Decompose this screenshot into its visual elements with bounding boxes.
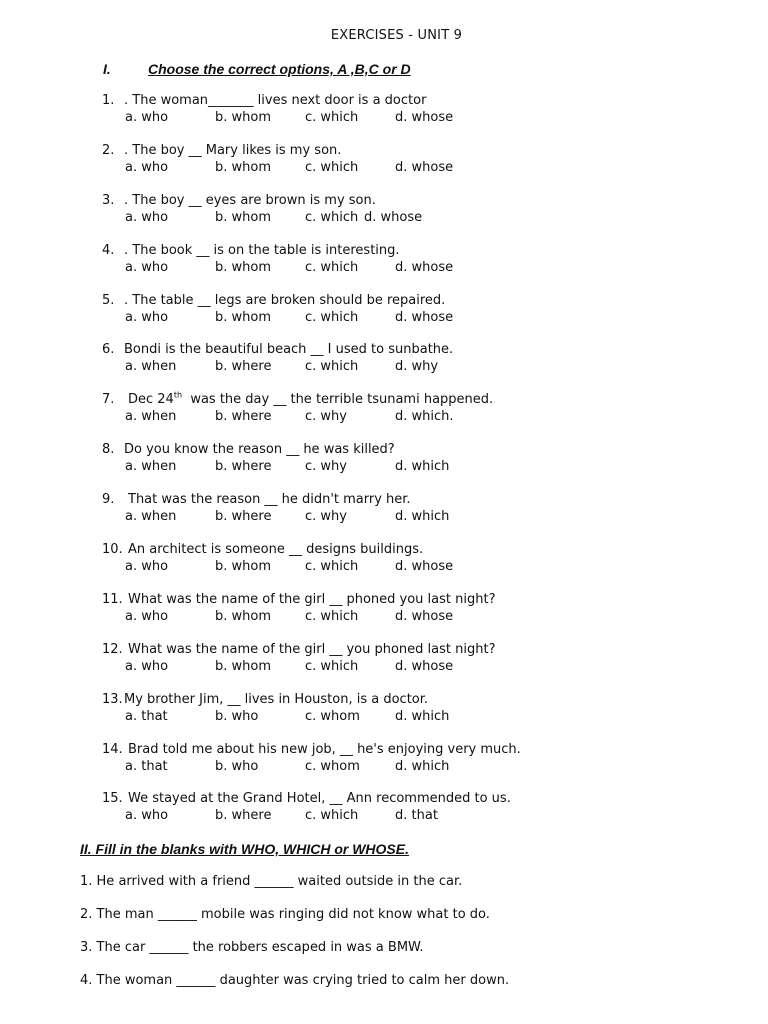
- question-number: 9.: [102, 492, 115, 508]
- option-d: d. which: [395, 459, 450, 475]
- question-text: . The boy __ Mary likes is my son.: [124, 142, 342, 158]
- option-c: c. whom: [305, 758, 360, 774]
- fill-in-item: 2. The man ______ mobile was ringing did not know what to do.: [80, 907, 490, 922]
- option-d: d. whose: [395, 159, 454, 175]
- question-text: . The boy __ eyes are brown is my son.: [124, 192, 376, 208]
- question-text-start: Dec 24: [128, 392, 174, 408]
- option-row: [0, 310, 768, 327]
- option-a: a. who: [125, 209, 169, 225]
- option-b: b. whom: [215, 309, 272, 325]
- option-c: c. which: [305, 608, 359, 624]
- option-row: [0, 509, 768, 526]
- question-text: Bondi is the beautiful beach __ I used to sunbathe.: [124, 342, 454, 358]
- question-number: 5.: [102, 292, 115, 308]
- option-b: b. whom: [215, 608, 272, 624]
- question-item: [0, 542, 768, 592]
- option-b: b. whom: [215, 658, 272, 674]
- question-text: Brad told me about his new job, __ he's enjoying very much.: [128, 741, 521, 757]
- question-item: [0, 392, 768, 442]
- option-a: a. who: [125, 309, 169, 325]
- option-d: d. why: [395, 359, 439, 375]
- question-number: 12.: [102, 641, 123, 657]
- option-row: [0, 459, 768, 476]
- question-text: An architect is someone __ designs buildings.: [128, 542, 424, 558]
- question-text: . The table __ legs are broken should be repaired.: [124, 292, 446, 308]
- fill-in-item: 4. The woman ______ daughter was crying tried to calm her down.: [80, 973, 510, 988]
- option-a: a. who: [125, 808, 169, 824]
- option-b: b. where: [215, 509, 272, 525]
- option-row: [0, 110, 768, 127]
- option-d: d. whose: [395, 608, 454, 624]
- option-c: c. which: [305, 359, 359, 375]
- option-d: d. which: [395, 758, 450, 774]
- option-b: b. where: [215, 459, 272, 475]
- option-row: [0, 709, 768, 726]
- question-item: [0, 742, 768, 792]
- option-c: c. which: [305, 559, 359, 575]
- option-c: c. why: [305, 459, 347, 475]
- option-a: a. that: [125, 758, 168, 774]
- fill-in-item: 1. He arrived with a friend ______ waited outside in the car.: [80, 874, 463, 889]
- question-number: 11.: [102, 591, 123, 607]
- fill-in-list: [80, 874, 509, 1006]
- question-number: 4.: [102, 242, 115, 258]
- option-c: c. which: [305, 209, 359, 225]
- ordinal-suffix: th: [173, 391, 183, 401]
- question-text: What was the name of the girl __ you phoned last night?: [128, 641, 496, 657]
- question-text: Do you know the reason __ he was killed?: [124, 442, 395, 458]
- option-b: b. whom: [215, 259, 272, 275]
- option-a: a. who: [125, 159, 169, 175]
- question-number: 10.: [102, 542, 123, 558]
- question-number: 2.: [102, 142, 115, 158]
- section-1-title: Choose the correct options, A ,B,C or D: [148, 61, 411, 77]
- section-2-heading: II. Fill in the blanks with WHO, WHICH or WHOSE.: [80, 841, 409, 857]
- question-item: [0, 243, 768, 293]
- question-text-end: was the day __ the terrible tsunami happened.: [182, 392, 494, 408]
- option-d: d. which: [395, 509, 450, 525]
- option-b: b. whom: [215, 159, 272, 175]
- option-d: d. whose: [395, 259, 454, 275]
- option-c: c. which: [305, 658, 359, 674]
- question-number: 1.: [102, 93, 115, 108]
- option-row: [0, 808, 768, 825]
- option-d: d. which.: [395, 409, 454, 425]
- option-row: [0, 359, 768, 376]
- option-a: a. that: [125, 708, 168, 724]
- question-item: [0, 342, 768, 392]
- option-b: b. who: [215, 758, 259, 774]
- option-c: c. which: [305, 259, 359, 275]
- question-item: [0, 492, 768, 542]
- option-c: c. which: [305, 309, 359, 325]
- option-b: b. where: [215, 808, 272, 824]
- option-c: c. which: [305, 110, 359, 125]
- question-item: [0, 93, 768, 143]
- option-a: a. who: [125, 259, 169, 275]
- question-item: [0, 293, 768, 343]
- option-c: c. which: [305, 159, 359, 175]
- question-text: My brother Jim, __ lives in Houston, is a doctor.: [124, 691, 429, 707]
- question-item: [0, 143, 768, 193]
- option-c: c. why: [305, 509, 347, 525]
- question-number: 14.: [102, 741, 123, 757]
- question-number: 15.: [102, 791, 123, 807]
- question-text: [128, 392, 493, 407]
- option-b: b. who: [215, 708, 259, 724]
- option-d: d. whose: [395, 309, 454, 325]
- question-item: [0, 642, 768, 692]
- option-a: a. when: [125, 409, 177, 425]
- question-text: We stayed at the Grand Hotel, __ Ann recommended to us.: [128, 791, 511, 807]
- option-row: [0, 609, 768, 626]
- question-list: [0, 93, 768, 841]
- question-number: 3.: [102, 192, 115, 208]
- question-item: [0, 692, 768, 742]
- option-d: d. which: [395, 708, 450, 724]
- option-row: [0, 260, 768, 277]
- question-number: 7.: [102, 392, 115, 408]
- option-row: [0, 210, 768, 227]
- option-a: a. who: [125, 658, 169, 674]
- question-text: That was the reason __ he didn't marry her.: [128, 492, 411, 508]
- question-item: [0, 791, 768, 841]
- option-a: a. when: [125, 359, 177, 375]
- question-item: [0, 193, 768, 243]
- option-b: b. where: [215, 409, 272, 425]
- option-row: [0, 659, 768, 676]
- question-text: . The woman_______ lives next door is a doctor: [124, 93, 427, 108]
- option-a: a. who: [125, 110, 169, 125]
- question-text: What was the name of the girl __ phoned you last night?: [128, 591, 496, 607]
- option-b: b. where: [215, 359, 272, 375]
- option-row: [0, 559, 768, 576]
- question-number: 8.: [102, 442, 115, 458]
- option-d: d. whose: [395, 658, 454, 674]
- option-a: a. when: [125, 459, 177, 475]
- fill-in-item: 3. The car ______ the robbers escaped in was a BMW.: [80, 940, 424, 955]
- option-row: [0, 409, 768, 426]
- question-number: 6.: [102, 342, 115, 358]
- option-b: b. whom: [215, 110, 272, 125]
- option-d: d. whose: [395, 559, 454, 575]
- question-text: . The book __ is on the table is interesting.: [124, 242, 400, 258]
- question-number: 13.: [102, 691, 123, 707]
- option-c: c. why: [305, 409, 347, 425]
- page-title: EXERCISES - UNIT 9: [330, 28, 463, 43]
- option-a: a. when: [125, 509, 177, 525]
- option-b: b. whom: [215, 209, 272, 225]
- option-d: d. whose: [364, 209, 423, 225]
- option-b: b. whom: [215, 559, 272, 575]
- option-row: [0, 759, 768, 776]
- option-row: [0, 160, 768, 177]
- section-1-heading: [103, 61, 411, 77]
- option-d: d. that: [395, 808, 438, 824]
- option-c: c. whom: [305, 708, 360, 724]
- option-a: a. who: [125, 608, 169, 624]
- option-a: a. who: [125, 559, 169, 575]
- question-item: [0, 592, 768, 642]
- question-item: [0, 442, 768, 492]
- option-d: d. whose: [395, 110, 454, 125]
- option-c: c. which: [305, 808, 359, 824]
- section-1-number: I.: [103, 61, 111, 77]
